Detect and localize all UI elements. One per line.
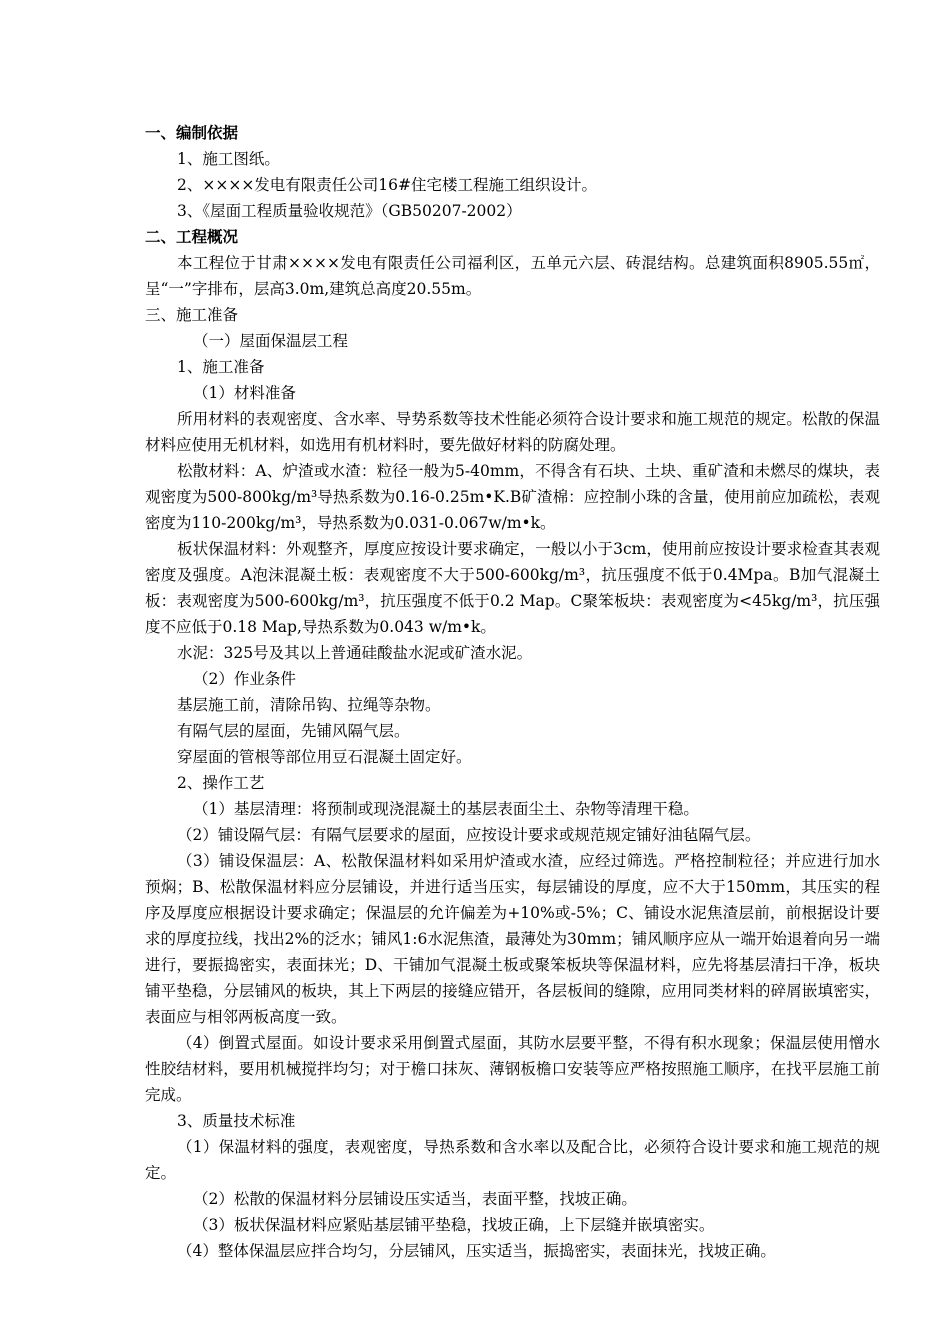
paragraph: （3）铺设保温层：A、松散保温材料如采用炉渣或水渣，应经过筛选。严格控制粒径；并应进行加水预焖；B、松散保温材料应分层铺设，并进行适当压实，每层铺设的厚度，应不大于150mm，其压实的程序及厚度应根据设计要求确定；保温层的允许偏差为+10%或-5%；C、铺设水泥焦渣层前，前根据设计要求的厚度拉线，找出2%的泛水；铺风1:6水泥焦渣，最薄处为30mm；铺风顺序应从一端开始退着向另一端进行，要振捣密实，表面抹光；D、干铺加气混凝土板或聚笨板块等保温材料，应先将基层清扫干净，板块铺平垫稳，分层铺风的板块，其上下两层的接缝应错开，各层板间的缝隙，应用同类材料的碎屑嵌填密实，表面应与相邻两板高度一致。 [145,852,880,1026]
paragraph: 板状保温材料：外观整齐，厚度应按设计要求确定，一般以小于3cm，使用前应按设计要求检查其表观密度及强度。A泡沫混凝土板：表观密度不大于500-600kg/m³，抗压强度不低于0.4Mpa。B加气混凝土板：表观密度为500-600kg/m³，抗压强度不低于0.2 Map。C聚笨板块：表观密度为<45kg/m³，抗压强度不应低于0.18 Map,导热系数为0.043 w/m•k。 [145,540,880,636]
list-item: 有隔气层的屋面，先铺风隔气层。 [177,722,410,740]
paragraph: （1）基层清理：将预制或现浇混凝土的基层表面尘土、杂物等清理干稳。 [193,800,699,818]
paragraph: （4）整体保温层应拌合均匀，分层铺风，压实适当，振捣密实，表面抹光，找坡正确。 [177,1242,776,1260]
paragraph: 松散材料：A、炉渣或水渣：粒径一般为5-40mm，不得含有石块、土块、重矿渣和未燃尽的煤块，表观密度为500-800kg/m³导热系数为0.16-0.25m•K.B矿渣棉：应控制小珠的含量，使用前应加疏松，表观密度为110-200kg/m³，导热系数为0.031-0.067w/m•k。 [145,462,880,532]
list-item: 穿屋面的管根等部位用豆石混凝土固定好。 [177,748,472,766]
subsection-heading: （1）材料准备 [193,384,296,402]
document-page [145,120,880,1264]
section-heading-preparation: 三、施工准备 [145,306,239,324]
paragraph: 所用材料的表观密度、含水率、导势系数等技术性能必须符合设计要求和施工规范的规定。松散的保温材料应使用无机材料，如选用有机材料时，要先做好材料的防腐处理。 [145,410,880,454]
paragraph: 本工程位于甘肃××××发电有限责任公司福利区，五单元六层、砖混结构。总建筑面积8905.55㎡，呈“一”字排布，层高3.0m,建筑总高度20.55m。 [145,254,880,298]
subsection-heading: （2）作业条件 [193,670,296,688]
paragraph: （1）保温材料的强度，表观密度，导热系数和含水率以及配合比，必须符合设计要求和施工规范的规定。 [145,1138,880,1182]
subsection-heading: （一）屋面保温层工程 [193,332,349,350]
paragraph: （2）松散的保温材料分层铺设压实适当，表面平整，找坡正确。 [193,1190,637,1208]
section-heading-basis: 一、编制依据 [145,124,239,142]
list-item: 2、××××发电有限责任公司16#住宅楼工程施工组织设计。 [177,176,598,194]
paragraph: （3）板状保温材料应紧贴基层铺平垫稳，找坡正确，上下层缝并嵌填密实。 [193,1216,715,1234]
list-item: 3、《屋面工程质量验收规范》（GB50207-2002） [177,202,522,220]
paragraph: 水泥：325号及其以上普通硅酸盐水泥或矿渣水泥。 [177,644,533,662]
section-heading-overview: 二、工程概况 [145,228,239,246]
subsection-heading: 3、质量技术标准 [177,1112,296,1130]
paragraph: （4）倒置式屋面。如设计要求采用倒置式屋面，其防水层要平整，不得有积水现象；保温层使用憎水性胶结材料，要用机械搅拌均匀；对于檐口抹灰、薄钢板檐口安装等应严格按照施工顺序，在找平层施工前完成。 [145,1034,880,1104]
list-item: 基层施工前，清除吊钩、拉绳等杂物。 [177,696,441,714]
subsection-heading: 1、施工准备 [177,358,265,376]
paragraph: （2）铺设隔气层：有隔气层要求的屋面，应按设计要求或规范规定铺好油毡隔气层。 [177,826,761,844]
subsection-heading: 2、操作工艺 [177,774,265,792]
list-item: 1、施工图纸。 [177,150,280,168]
